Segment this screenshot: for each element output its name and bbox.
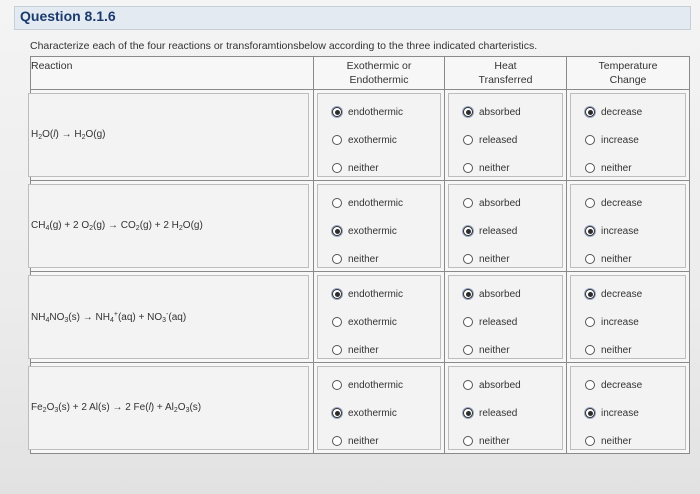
radio-label: neither bbox=[479, 162, 510, 174]
radio-empty-icon[interactable] bbox=[463, 198, 473, 208]
radio-empty-icon[interactable] bbox=[585, 317, 595, 327]
radio-empty-icon[interactable] bbox=[585, 345, 595, 355]
radio-label: released bbox=[479, 316, 518, 328]
exo-endo-cell bbox=[314, 90, 445, 181]
radio-option-endothermic[interactable] bbox=[332, 98, 440, 126]
exo-endo-cell bbox=[314, 181, 445, 272]
reaction-cell bbox=[31, 272, 314, 363]
radio-empty-icon[interactable] bbox=[585, 135, 595, 145]
radio-label: decrease bbox=[601, 379, 643, 391]
radio-option-absorbed[interactable] bbox=[463, 371, 562, 399]
radio-selected-icon[interactable] bbox=[332, 107, 342, 117]
heat-transferred-cell bbox=[445, 363, 567, 454]
header-reaction: Reaction bbox=[31, 57, 314, 90]
radio-option-neither[interactable] bbox=[463, 427, 562, 455]
temperature-change-cell bbox=[567, 181, 690, 272]
radio-option-increase[interactable] bbox=[585, 399, 685, 427]
radio-option-endothermic[interactable] bbox=[332, 280, 440, 308]
question-title: Question 8.1.6 bbox=[20, 8, 116, 24]
radio-option-decrease[interactable] bbox=[585, 280, 685, 308]
radio-option-neither[interactable] bbox=[332, 245, 440, 273]
radio-label: neither bbox=[348, 344, 379, 356]
temperature-change-options bbox=[570, 184, 686, 268]
reaction-equation: $NH_4NO_3(s) \to NH_4^+(aq) + NO_3^-(aq)$ bbox=[28, 275, 309, 359]
header-exo-endo: Exothermic or Endothermic bbox=[314, 57, 445, 90]
radio-selected-icon[interactable] bbox=[463, 226, 473, 236]
radio-option-neither[interactable] bbox=[463, 154, 562, 182]
radio-label: neither bbox=[348, 162, 379, 174]
radio-label: endothermic bbox=[348, 106, 404, 118]
temperature-change-options bbox=[570, 275, 686, 359]
radio-label: increase bbox=[601, 407, 639, 419]
radio-option-neither[interactable] bbox=[585, 154, 685, 182]
radio-label: exothermic bbox=[348, 316, 397, 328]
reaction-table bbox=[30, 56, 690, 454]
radio-option-neither[interactable] bbox=[585, 336, 685, 364]
radio-label: exothermic bbox=[348, 225, 397, 237]
radio-option-neither[interactable] bbox=[463, 336, 562, 364]
radio-option-decrease[interactable] bbox=[585, 371, 685, 399]
reaction-cell bbox=[31, 363, 314, 454]
radio-label: increase bbox=[601, 134, 639, 146]
radio-option-increase[interactable] bbox=[585, 217, 685, 245]
radio-option-released[interactable] bbox=[463, 399, 562, 427]
radio-empty-icon[interactable] bbox=[463, 254, 473, 264]
radio-label: increase bbox=[601, 225, 639, 237]
exo-endo-options bbox=[317, 366, 441, 450]
radio-selected-icon[interactable] bbox=[463, 289, 473, 299]
radio-option-decrease[interactable] bbox=[585, 98, 685, 126]
temperature-change-options bbox=[570, 93, 686, 177]
radio-option-increase[interactable] bbox=[585, 308, 685, 336]
radio-label: decrease bbox=[601, 106, 643, 118]
radio-option-absorbed[interactable] bbox=[463, 280, 562, 308]
radio-selected-icon[interactable] bbox=[463, 107, 473, 117]
radio-empty-icon[interactable] bbox=[585, 380, 595, 390]
radio-option-exothermic[interactable] bbox=[332, 399, 440, 427]
radio-option-absorbed[interactable] bbox=[463, 189, 562, 217]
header-temperature-change: Temperature Change bbox=[567, 57, 690, 90]
radio-label: neither bbox=[479, 435, 510, 447]
radio-option-endothermic[interactable] bbox=[332, 189, 440, 217]
radio-label: neither bbox=[348, 253, 379, 265]
radio-selected-icon[interactable] bbox=[585, 226, 595, 236]
radio-empty-icon[interactable] bbox=[463, 345, 473, 355]
radio-option-neither[interactable] bbox=[585, 427, 685, 455]
radio-option-neither[interactable] bbox=[463, 245, 562, 273]
radio-label: absorbed bbox=[479, 288, 521, 300]
radio-selected-icon[interactable] bbox=[332, 408, 342, 418]
exo-endo-cell bbox=[314, 272, 445, 363]
radio-option-neither[interactable] bbox=[332, 154, 440, 182]
radio-label: neither bbox=[348, 435, 379, 447]
radio-label: endothermic bbox=[348, 379, 404, 391]
temperature-change-options bbox=[570, 366, 686, 450]
radio-label: released bbox=[479, 407, 518, 419]
radio-selected-icon[interactable] bbox=[332, 289, 342, 299]
radio-selected-icon[interactable] bbox=[585, 107, 595, 117]
radio-label: absorbed bbox=[479, 197, 521, 209]
radio-option-endothermic[interactable] bbox=[332, 371, 440, 399]
radio-option-absorbed[interactable] bbox=[463, 98, 562, 126]
reaction-row bbox=[31, 272, 690, 363]
radio-option-exothermic[interactable] bbox=[332, 217, 440, 245]
radio-empty-icon[interactable] bbox=[463, 436, 473, 446]
exo-endo-options bbox=[317, 184, 441, 268]
radio-label: neither bbox=[601, 435, 632, 447]
radio-empty-icon[interactable] bbox=[332, 254, 342, 264]
radio-selected-icon[interactable] bbox=[585, 289, 595, 299]
temperature-change-cell bbox=[567, 363, 690, 454]
radio-empty-icon[interactable] bbox=[332, 380, 342, 390]
radio-selected-icon[interactable] bbox=[463, 408, 473, 418]
radio-label: increase bbox=[601, 316, 639, 328]
radio-label: neither bbox=[479, 253, 510, 265]
exo-endo-options bbox=[317, 275, 441, 359]
radio-empty-icon[interactable] bbox=[463, 135, 473, 145]
radio-empty-icon[interactable] bbox=[463, 317, 473, 327]
radio-empty-icon[interactable] bbox=[332, 317, 342, 327]
heat-transferred-cell bbox=[445, 181, 567, 272]
radio-empty-icon[interactable] bbox=[332, 163, 342, 173]
radio-option-increase[interactable] bbox=[585, 126, 685, 154]
heat-transferred-cell bbox=[445, 90, 567, 181]
radio-empty-icon[interactable] bbox=[585, 254, 595, 264]
radio-option-neither[interactable] bbox=[332, 336, 440, 364]
radio-label: neither bbox=[479, 344, 510, 356]
exo-endo-options bbox=[317, 93, 441, 177]
radio-label: exothermic bbox=[348, 134, 397, 146]
radio-selected-icon[interactable] bbox=[332, 226, 342, 236]
radio-empty-icon[interactable] bbox=[463, 163, 473, 173]
header-heat-transferred: Heat Transferred bbox=[445, 57, 567, 90]
radio-label: released bbox=[479, 134, 518, 146]
radio-empty-icon[interactable] bbox=[585, 198, 595, 208]
reaction-equation: $H_2O(l) \to H_2O(g)$ bbox=[28, 93, 309, 177]
radio-option-exothermic[interactable] bbox=[332, 126, 440, 154]
radio-label: absorbed bbox=[479, 106, 521, 118]
radio-empty-icon[interactable] bbox=[585, 163, 595, 173]
radio-option-decrease[interactable] bbox=[585, 189, 685, 217]
radio-empty-icon[interactable] bbox=[332, 436, 342, 446]
radio-label: endothermic bbox=[348, 197, 404, 209]
exo-endo-cell bbox=[314, 363, 445, 454]
radio-label: absorbed bbox=[479, 379, 521, 391]
heat-transferred-options bbox=[448, 366, 563, 450]
reaction-cell bbox=[31, 90, 314, 181]
radio-option-released[interactable] bbox=[463, 126, 562, 154]
reaction-equation: $Fe_2O_3(s) + 2$ Al(s) → 2 $Fe(l) + Al_2O_3(s)$ bbox=[28, 366, 309, 450]
radio-label: decrease bbox=[601, 288, 643, 300]
reaction-row bbox=[31, 181, 690, 272]
temperature-change-cell bbox=[567, 90, 690, 181]
heat-transferred-options bbox=[448, 93, 563, 177]
heat-transferred-cell bbox=[445, 272, 567, 363]
radio-label: exothermic bbox=[348, 407, 397, 419]
radio-empty-icon[interactable] bbox=[332, 345, 342, 355]
radio-selected-icon[interactable] bbox=[585, 408, 595, 418]
radio-label: released bbox=[479, 225, 518, 237]
reaction-equation: $CH_4(g) + 2$ $O_2(g) \to CO_2(g) + 2$ $H_2O(g)$ bbox=[28, 184, 309, 268]
radio-option-released[interactable] bbox=[463, 217, 562, 245]
heat-transferred-options bbox=[448, 184, 563, 268]
radio-label: neither bbox=[601, 162, 632, 174]
radio-option-exothermic[interactable] bbox=[332, 308, 440, 336]
heat-transferred-options bbox=[448, 275, 563, 359]
reaction-row bbox=[31, 90, 690, 181]
radio-empty-icon[interactable] bbox=[332, 135, 342, 145]
radio-option-neither[interactable] bbox=[585, 245, 685, 273]
radio-label: endothermic bbox=[348, 288, 404, 300]
radio-label: decrease bbox=[601, 197, 643, 209]
temperature-change-cell bbox=[567, 272, 690, 363]
radio-label: neither bbox=[601, 344, 632, 356]
radio-empty-icon[interactable] bbox=[463, 380, 473, 390]
reaction-cell bbox=[31, 181, 314, 272]
radio-option-released[interactable] bbox=[463, 308, 562, 336]
radio-empty-icon[interactable] bbox=[585, 436, 595, 446]
instruction-text: Characterize each of the four reactions or transforamtionsbelow according to the three indicated charteristics. bbox=[30, 40, 538, 52]
radio-label: neither bbox=[601, 253, 632, 265]
radio-option-neither[interactable] bbox=[332, 427, 440, 455]
reaction-row bbox=[31, 363, 690, 454]
radio-empty-icon[interactable] bbox=[332, 198, 342, 208]
